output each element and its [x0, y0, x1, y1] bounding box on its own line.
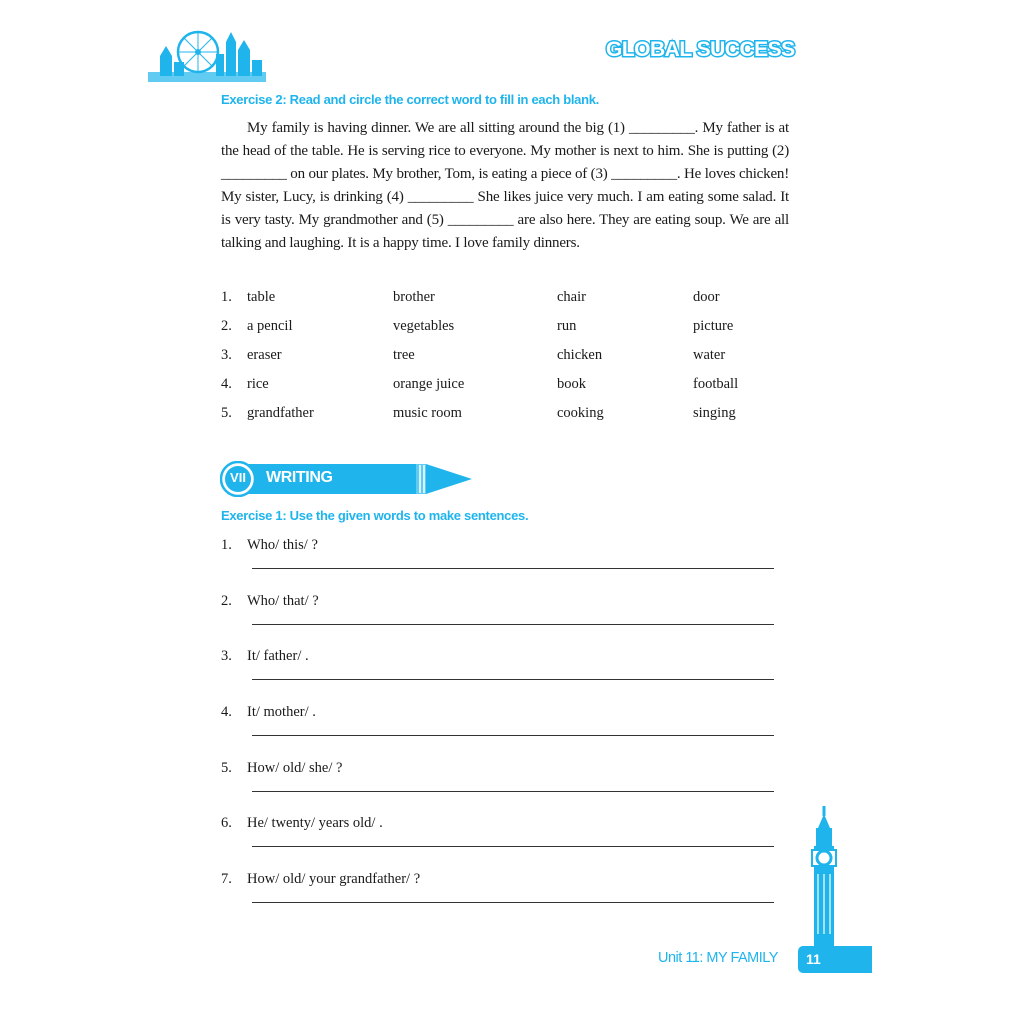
- exercise-1-title: Exercise 1: Use the given words to make sentences.: [221, 508, 529, 523]
- option-row-4: [221, 376, 791, 396]
- question-number: 7.: [221, 871, 232, 887]
- question-text: Who/ that/ ?: [247, 593, 319, 609]
- section-title: WRITING: [266, 469, 333, 486]
- question-text: It/ father/ .: [247, 648, 309, 664]
- answer-line[interactable]: [252, 735, 774, 736]
- option-number: 3.: [221, 347, 232, 363]
- option-row-2: [221, 318, 791, 338]
- option-row-5: [221, 405, 791, 425]
- global-success-logo: GLOBAL SUCCESS: [606, 38, 795, 61]
- question-text: He/ twenty/ years old/ .: [247, 815, 383, 831]
- option-number: 4.: [221, 376, 232, 392]
- question-number: 5.: [221, 760, 232, 776]
- option-number: 2.: [221, 318, 232, 334]
- option-word[interactable]: chicken: [557, 347, 603, 363]
- question-number: 2.: [221, 593, 232, 609]
- option-word[interactable]: singing: [693, 405, 736, 421]
- exercise-2-paragraph: My family is having dinner. We are all sitting around the big (1) _________. My father is at the head of the table. He is serving rice to everyone. My mother is next to him. She is putting (2) _________ on our plates. My brother, Tom, is eating a piece of (3) _________. He loves chicken! My sister, Lucy, is drinking (4) _________ She likes juice very much. I am eating some salad. It is very tasty. My grandmother and (5) _________ are also here. They are eating soup. We are all talking and laughing. It is a happy time. I love family dinners.: [221, 120, 789, 252]
- question-text: How/ old/ she/ ?: [247, 760, 343, 776]
- option-word[interactable]: brother: [393, 289, 435, 305]
- answer-line[interactable]: [252, 624, 774, 625]
- option-word[interactable]: tree: [393, 347, 415, 363]
- answer-line[interactable]: [252, 568, 774, 569]
- option-row-1: [221, 289, 791, 309]
- question-text: How/ old/ your grandfather/ ?: [247, 871, 421, 887]
- option-word[interactable]: door: [693, 289, 720, 305]
- option-word[interactable]: book: [557, 376, 586, 392]
- option-word[interactable]: football: [693, 376, 739, 392]
- option-word[interactable]: orange juice: [393, 376, 465, 392]
- section-numeral: VII: [230, 470, 246, 485]
- option-word[interactable]: eraser: [247, 347, 282, 363]
- question-number: 3.: [221, 648, 232, 664]
- writing-section-banner: [220, 461, 476, 497]
- option-word[interactable]: a pencil: [247, 318, 293, 334]
- pencil-banner-icon: [220, 461, 476, 497]
- question-text: Who/ this/ ?: [247, 537, 318, 553]
- option-number: 5.: [221, 405, 232, 421]
- option-word[interactable]: grandfather: [247, 405, 314, 421]
- question-text: It/ mother/ .: [247, 704, 316, 720]
- option-word[interactable]: picture: [693, 318, 734, 334]
- question-number: 6.: [221, 815, 232, 831]
- option-word[interactable]: music room: [393, 405, 462, 421]
- option-word[interactable]: water: [693, 347, 726, 363]
- option-word[interactable]: chair: [557, 289, 586, 305]
- option-row-3: [221, 347, 791, 367]
- page-number-badge: 11: [798, 946, 872, 973]
- answer-line[interactable]: [252, 791, 774, 792]
- option-number: 1.: [221, 289, 232, 305]
- answer-line[interactable]: [252, 679, 774, 680]
- option-word[interactable]: table: [247, 289, 276, 305]
- big-ben-icon: [806, 806, 842, 948]
- answer-line[interactable]: [252, 902, 774, 903]
- option-word[interactable]: run: [557, 318, 577, 334]
- question-number: 4.: [221, 704, 232, 720]
- option-word[interactable]: rice: [247, 376, 269, 392]
- option-word[interactable]: vegetables: [393, 318, 455, 334]
- footer-unit-title: Unit 11: MY FAMILY: [658, 950, 778, 966]
- option-word[interactable]: cooking: [557, 405, 604, 421]
- london-skyline-icon: [146, 28, 268, 82]
- question-number: 1.: [221, 537, 232, 553]
- exercise-2-title: Exercise 2: Read and circle the correct word to fill in each blank.: [221, 92, 599, 107]
- answer-line[interactable]: [252, 846, 774, 847]
